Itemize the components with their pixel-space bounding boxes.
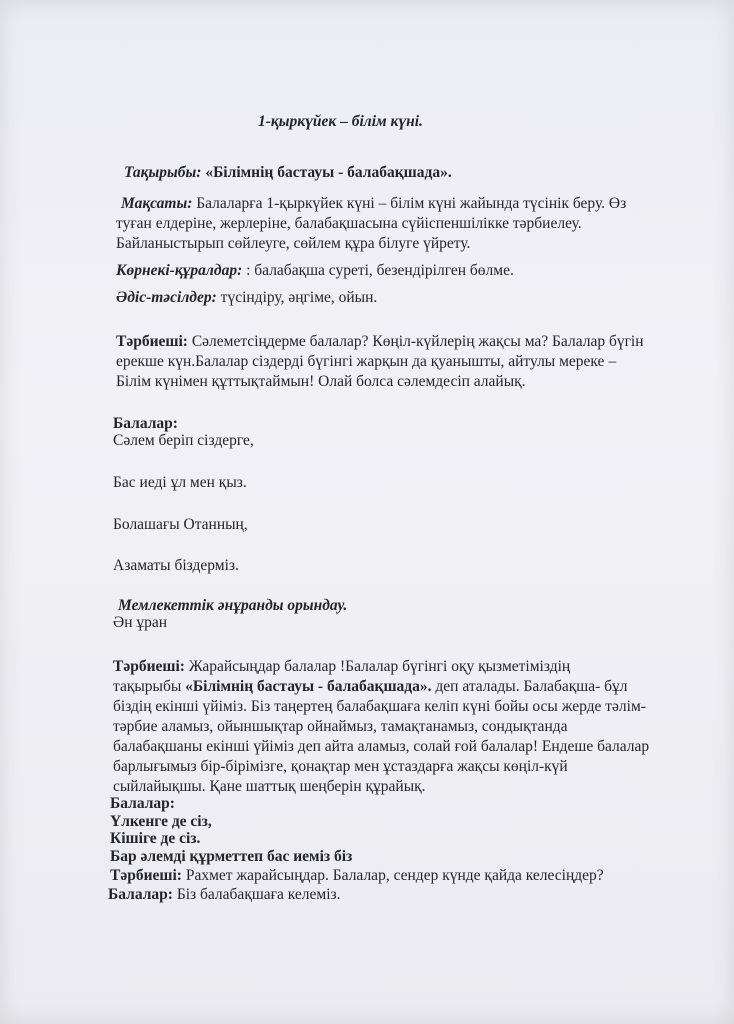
topic-value: «Білімнің бастауы - балабақшада». [205,164,452,181]
goal-label: Мақсаты: [121,195,193,212]
teacher1-line-1 [116,332,644,352]
visual-aids-line [116,261,514,281]
teacher3-label: Тәрбиеші: [110,867,182,884]
children2-verse-2: Кішіге де сіз. [110,830,201,847]
children1-verse-4: Азаматы біздерміз. [113,557,239,574]
children1-verse-2: Бас иеді ұл мен қыз. [113,474,247,491]
teacher2-line-5: балабақшаны екінші үйіміз деп айта аламыз, солай ғой балалар! Ендеше балалар [113,738,650,755]
teacher3-text: Рахмет жарайсыңдар. Балалар, сендер күнде қайда келесіңдер? [185,867,604,884]
teacher2-text-1: Жарайсыңдар балалар !Балалар бүгінгі оқу қызметіміздің [188,658,571,675]
teacher2-text-2a: тақырыбы [113,678,182,695]
methods-value: түсіндіру, әңгіме, ойын. [220,289,378,306]
teacher2-line-7: сыйлайықшы. Қане шаттық шеңберін құрайық. [113,778,426,795]
methods-label: Әдіс-тәсілдер: [116,289,217,306]
goal-line-2: туған елдеріне, жерлеріне, балабақшасына сүйіспеншілікке тәрбиелеу. [116,215,582,232]
teacher2-line-2 [113,677,628,697]
children2-verse-3: Бар әлемді құрметтеп бас иеміз біз [110,848,353,865]
methods-line [116,288,377,308]
children3-label: Балалар: [108,886,173,903]
teacher1-label: Тәрбиеші: [116,333,188,350]
teacher2-line-6: барлығымыз бір-бірімізге, қонақтар мен ұстаздарға жақсы көңіл-күй [113,758,568,775]
teacher1-text-1: Сәлеметсіңдерме балалар? Көңіл-күйлерің жақсы ма? Балалар бүгін [191,333,644,350]
teacher2-line-3: біздің екінші үйіміз. Біз таңертең балабақшаға келіп күні бойы осы жерде тәлім- [113,698,646,715]
children1-verse-3: Болашағы Отанның, [113,516,248,533]
goal-line-1 [121,194,626,214]
teacher2-label: Тәрбиеші: [113,658,185,675]
children2-label: Балалар: [110,795,175,812]
goal-line-3: Байланыстырып сөйлеуге, сөйлем құра білуге үйрету. [116,235,471,252]
teacher3-line [110,866,604,886]
topic-line [124,163,452,183]
children2-verse-1: Үлкенге де сіз, [110,813,212,830]
teacher1-line-2: ерекше күн.Балалар сіздерді бүгінгі жарқын да қуанышты, айтулы мереке – [116,353,617,370]
visual-aids-label: Көрнекі-құралдар: [116,262,243,279]
anthem-text: Ән ұран [113,614,168,631]
page-title: 1-қыркүйек – білім күні. [258,113,423,130]
teacher2-topic: «Білімнің бастауы - балабақшада». [185,678,432,695]
goal-text-1: Балаларға 1-қыркүйек күні – білім күні жайында түсінік беру. Өз [196,195,627,212]
children3-line [108,885,341,905]
visual-aids-value: : балабақша суреті, безендірілген бөлме. [246,262,514,279]
teacher2-line-1 [113,657,570,677]
teacher2-line-4: тәрбие аламыз, ойыншықтар ойнаймыз, тамақтанамыз, сондықтанда [113,718,568,735]
children1-label: Балалар: [113,415,178,432]
teacher1-line-3: Білім күнімен құттықтаймын! Олай болса сәлемдесіп алайық. [116,373,526,390]
children3-text: Біз балабақшаға келеміз. [176,886,341,903]
teacher2-text-2c: деп аталады. Балабақша- бұл [435,678,628,695]
anthem-heading: Мемлекеттік әнұранды орындау. [118,597,348,614]
topic-label: Тақырыбы: [124,164,202,181]
children1-verse-1: Сәлем беріп сіздерге, [113,432,254,449]
